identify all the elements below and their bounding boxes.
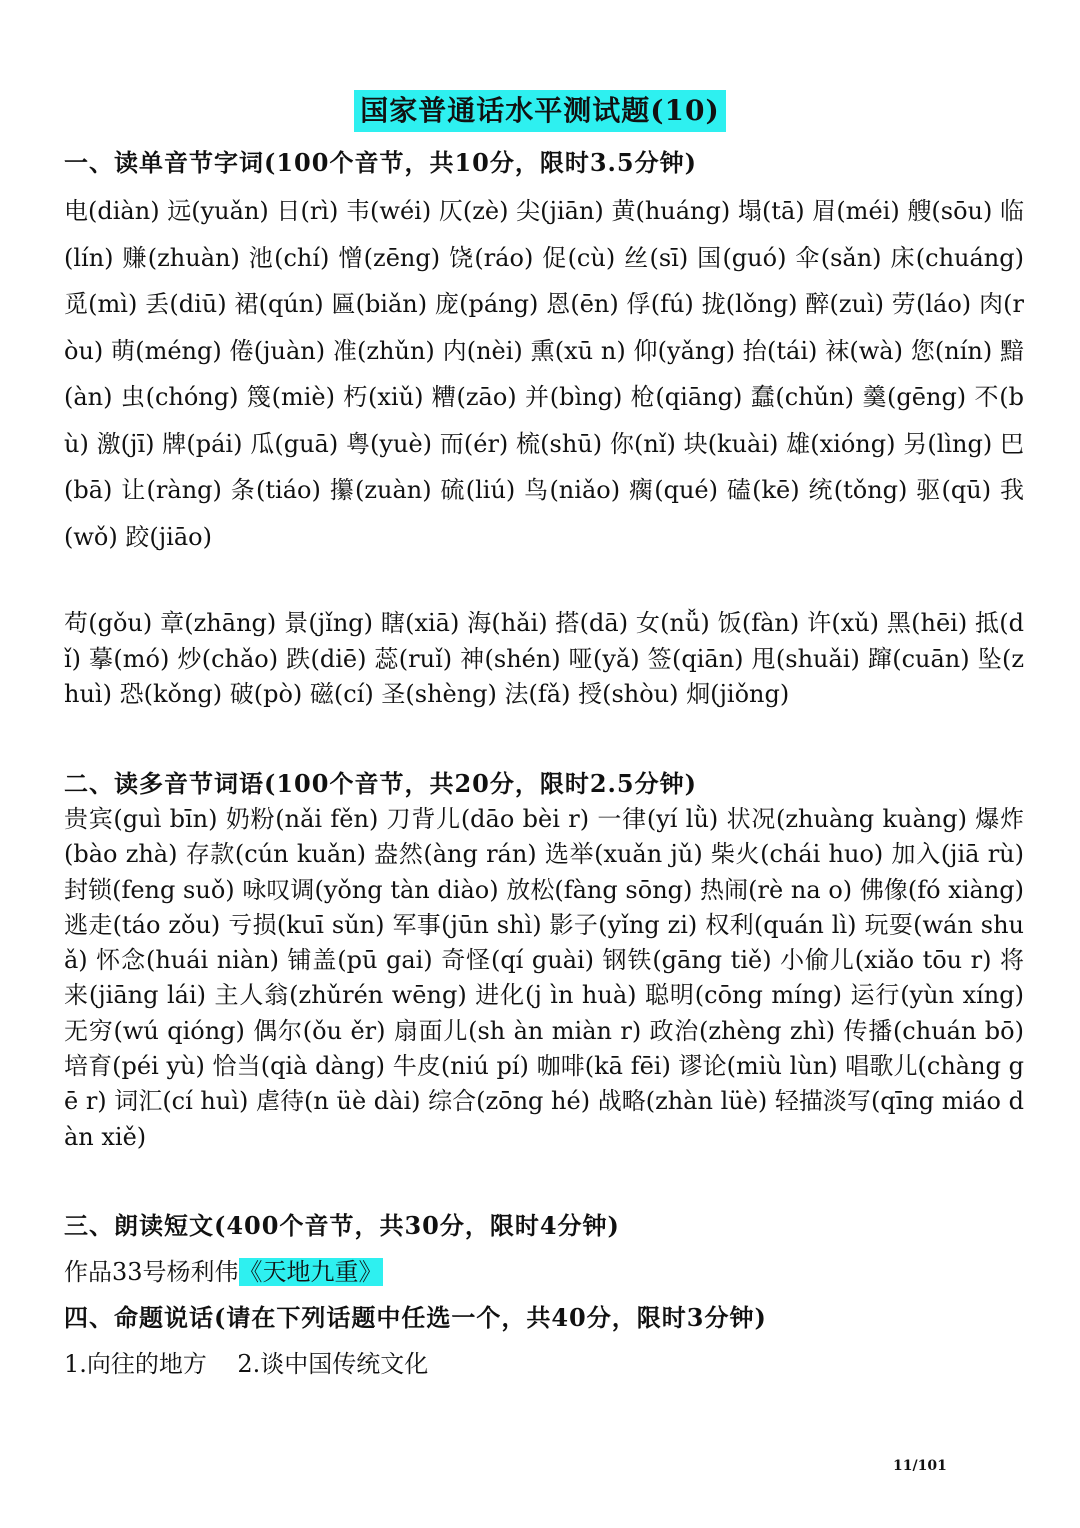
reading-work-title: 《天地九重》	[238, 1258, 383, 1286]
title-container	[0, 90, 1080, 132]
section4-heading: 四、命题说话(请在下列话题中任选一个，共40分，限时3分钟)	[64, 1303, 767, 1332]
reading-work-line	[64, 1252, 383, 1287]
reading-work-prefix: 作品33号杨利伟	[64, 1258, 239, 1286]
topic-list: 1.向往的地方 2.谈中国传统文化	[64, 1350, 429, 1378]
page-title: 国家普通话水平测试题(10)	[354, 90, 725, 132]
section2-words: 贵宾(guì bīn) 奶粉(nǎi fěn) 刀背儿(dāo bèi r) 一律(yí lǜ) 状况(zhuàng kuàng) 爆炸(bào zhà) 存款(cún kuǎn) 盎然(àng rán) 选举(xuǎn jǔ) 柴火(chái huo) 加入(jiā rù) 封锁(feng suǒ) 咏叹调(yǒng tàn diào) 放松(fàng sōng) 热闹(rè na o) 佛像(fó xiàng) 逃走(táo zǒu) 亏损(kuī sǔn) 军事(jūn shì) 影子(yǐng zi) 权利(quán lì) 玩耍(wán shuǎ) 怀念(huái niàn) 铺盖(pū gai) 奇怪(qí guài) 钢铁(gāng tiě) 小偷儿(xiǎo tōu r) 将来(jiāng lái) 主人翁(zhǔrén wēng) 进化(j ìn huà) 聪明(cōng míng) 运行(yùn xíng) 无穷(wú qióng) 偶尔(ǒu ěr) 扇面儿(sh àn miàn r) 政治(zhèng zhì) 传播(chuán bō) 培育(péi yù) 恰当(qià dàng) 牛皮(niú pí) 咖啡(kā fēi) 谬论(miù lùn) 唱歌儿(chàng gē r) 词汇(cí huì) 虐待(n üè dài) 综合(zōng hé) 战略(zhàn lüè) 轻描淡写(qīng miáo dàn xiě)	[64, 805, 1024, 1151]
section2-heading: 二、读多音节词语(100个音节，共20分，限时2.5分钟)	[64, 769, 697, 798]
section1-words-a: 电(diàn) 远(yuǎn) 日(rì) 韦(wéi) 仄(zè) 尖(jiān) 黄(huáng) 塌(tā) 眉(méi) 艘(sōu) 临(lín) 赚(zhuàn) 池(chí) 憎(zēng) 饶(ráo) 促(cù) 丝(sī) 国(guó) 伞(sǎn) 床(chuáng) 觅(mì) 丢(diū) 裙(qún) 匾(biǎn) 庞(páng) 恩(ēn) 俘(fú) 拢(lǒng) 醉(zuì) 劳(láo) 肉(ròu) 萌(méng) 倦(juàn) 准(zhǔn) 内(nèi) 熏(xū n) 仰(yǎng) 抬(tái) 袜(wà) 您(nín) 黯(àn) 虫(chóng) 篾(miè) 朽(xiǔ) 糟(zāo) 并(bìng) 枪(qiāng) 蠢(chǔn) 羹(gēng) 不(bù) 激(jī) 牌(pái) 瓜(guā) 粤(yuè) 而(ér) 梳(shū) 你(nǐ) 块(kuài) 雄(xióng) 另(lìng) 巴(bā) 让(ràng) 条(tiáo) 攥(zuàn) 硫(liú) 鸟(niǎo) 瘸(qué) 磕(kē) 统(tǒng) 驱(qū) 我(wǒ) 跤(jiāo)	[64, 197, 1024, 551]
section1-heading: 一、读单音节字词(100个音节，共10分，限时3.5分钟)	[64, 148, 697, 177]
section1-words-b: 苟(gǒu) 章(zhāng) 景(jǐng) 瞎(xiā) 海(hǎi) 搭(dā) 女(nǚ) 饭(fàn) 许(xǔ) 黑(hēi) 抵(dǐ) 摹(mó) 炒(chǎo) 跌(diē) 蕊(ruǐ) 神(shén) 哑(yǎ) 签(qiān) 甩(shuǎi) 蹿(cuān) 坠(zhuì) 恐(kǒng) 破(pò) 磁(cí) 圣(shèng) 法(fǎ) 授(shòu) 炯(jiǒng)	[64, 609, 1024, 708]
section3-heading: 三、朗读短文(400个音节，共30分，限时4分钟)	[64, 1211, 620, 1240]
page-number: 11/101	[893, 1458, 947, 1474]
